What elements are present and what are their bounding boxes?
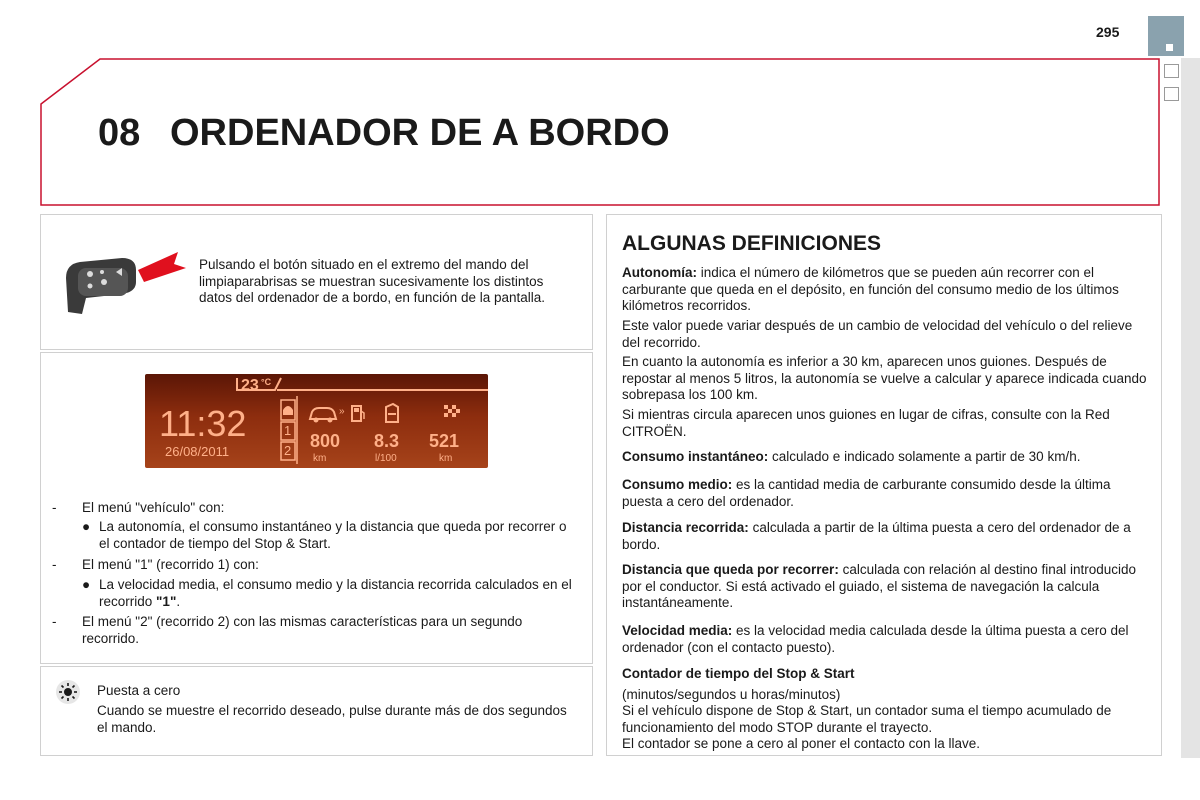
definition-distancia-queda <box>622 562 1152 612</box>
menu-detail-emphasis: "1" <box>156 593 177 609</box>
chevrons-icon: » <box>339 406 345 417</box>
reset-text: Cuando se muestre el recorrido deseado, pulse durante más de dos segundos el mando. <box>97 703 567 735</box>
definition-text: es la cantidad media de carburante consumido desde la última puesta a cero del ordenador. <box>622 477 1111 509</box>
definition-term: Consumo medio: <box>622 477 733 492</box>
range-value: 800 <box>310 431 341 451</box>
chapter-title: ORDENADOR DE A BORDO <box>170 112 670 154</box>
menu-item-vehicle: - El menú "vehículo" con: <box>52 500 572 517</box>
jerrycan-icon <box>383 402 401 424</box>
menu-label: El menú "2" (recorrido 2) con las mismas características para un segundo recorrido. <box>82 614 523 646</box>
definition-term: Consumo instantáneo: <box>622 449 769 464</box>
definition-autonomia <box>622 265 1152 315</box>
checkbox-icon <box>1164 64 1179 78</box>
sun-light-icon <box>56 680 80 704</box>
temperature-value: 23 <box>241 377 259 394</box>
menu-detail-text: La velocidad media, el consumo medio y la distancia recorrida calculados en el recorrido <box>99 577 572 609</box>
red-arrow-icon <box>138 252 186 282</box>
clock-value: 11:32 <box>159 403 247 444</box>
consumption-unit: l/100 <box>375 453 397 464</box>
definition-text: calculada con relación al destino final introducido por el conductor. Si está activado el guiado, el sistema de navegación la calcula instantáneamente. <box>622 562 1136 610</box>
definition-term: Distancia que queda por recorrer: <box>622 562 839 577</box>
intro-text: Pulsando el botón situado en el extremo del mando del limpiaparabrisas se muestran sucesivamente los distintos datos del ordenador de a bordo, en función de la pantalla. <box>199 257 546 305</box>
definition-term: Autonomía: <box>622 265 697 280</box>
section-tab-marker <box>1166 44 1173 51</box>
definition-paragraph: El contador se pone a cero al poner el contacto con la llave. <box>622 736 980 751</box>
car-icon <box>307 404 339 424</box>
definition-term: Distancia recorrida: <box>622 520 749 535</box>
menu-detail-text: La autonomía, el consumo instantáneo y la distancia que queda por recorrer o el contador de tiempo del Stop & Start. <box>99 519 567 551</box>
definition-text: calculado e indicado solamente a partir de 30 km/h. <box>768 449 1081 464</box>
menu-item-trip2: - El menú "2" (recorrido 2) con las mismas características para un segundo recorrido. <box>52 614 572 647</box>
consumption-value: 8.3 <box>374 431 400 451</box>
definition-paragraph: (minutos/segundos u horas/minutos) <box>622 687 841 702</box>
date-value: 26/08/2011 <box>165 444 230 459</box>
definition-paragraph: Si el vehículo dispone de Stop & Start, un contador suma el tiempo acumulado de funcionamiento del modo STOP durante el trayecto. <box>622 703 1112 735</box>
checkered-flag-icon <box>443 404 461 420</box>
menu-label: El menú "1" (recorrido 1) con: <box>82 557 259 572</box>
definition-consumo-medio <box>622 477 1152 510</box>
definition-distancia-recorrida <box>622 520 1152 553</box>
definition-text: calculada a partir de la última puesta a cero del ordenador de a bordo. <box>622 520 1131 552</box>
definition-paragraph: En cuanto la autonomía es inferior a 30 km, aparecen unos guiones. Después de repostar al menos 5 litros, la autonomía se vuelve a calcular y aparece indicada cuando sobrepasa los 100 km. <box>622 354 1147 402</box>
reset-title: Puesta a cero <box>97 683 181 698</box>
definition-consumo-instantaneo <box>622 449 1152 466</box>
definition-term: Velocidad media: <box>622 623 733 638</box>
definition-paragraph: Este valor puede variar después de un cambio de velocidad del vehículo o del relieve del recorrido. <box>622 318 1133 350</box>
menu-detail-vehicle: ● La autonomía, el consumo instantáneo y la distancia que queda por recorrer o el contador de tiempo del Stop & Start. <box>82 519 567 551</box>
wiper-stalk-icon <box>60 248 190 320</box>
temperature-unit: °C <box>261 377 272 387</box>
distance-unit: km <box>439 453 453 464</box>
definition-text: indica el número de kilómetros que se pueden aún recorrer con el carburante que queda en el depósito, en función del consumo medio de los últimos kilómetros recorridos. <box>622 265 1119 313</box>
definition-text: es la velocidad media calculada desde la última puesta a cero del ordenador (con el contacto puesto). <box>622 623 1129 655</box>
page-number: 295 <box>1096 24 1120 40</box>
chapter-number: 08 <box>98 112 141 154</box>
trip-tab-1: 1 <box>284 423 292 438</box>
fuel-pump-icon <box>350 403 366 423</box>
menu-detail-trip1: ● La velocidad media, el consumo medio y la distancia recorrida calculados en el recorrido "1". <box>82 577 572 609</box>
menu-item-trip1: - El menú "1" (recorrido 1) con: <box>52 557 572 574</box>
menu-detail-suffix: . <box>176 593 181 609</box>
menu-label: El menú "vehículo" con: <box>82 500 225 515</box>
definitions-heading: ALGUNAS DEFINICIONES <box>622 232 882 255</box>
range-unit: km <box>313 453 327 464</box>
multifunction-display <box>145 374 488 468</box>
side-strip <box>1181 58 1200 758</box>
definition-velocidad-media <box>622 623 1152 656</box>
definition-paragraph: Si mientras circula aparecen unos guiones en lugar de cifras, consulte con la Red CITROËN. <box>622 407 1110 439</box>
trip-tab-2: 2 <box>284 443 292 458</box>
distance-value: 521 <box>429 431 460 451</box>
checkbox-icon <box>1164 87 1179 101</box>
definition-contador-term: Contador de tiempo del Stop & Start <box>622 666 855 681</box>
